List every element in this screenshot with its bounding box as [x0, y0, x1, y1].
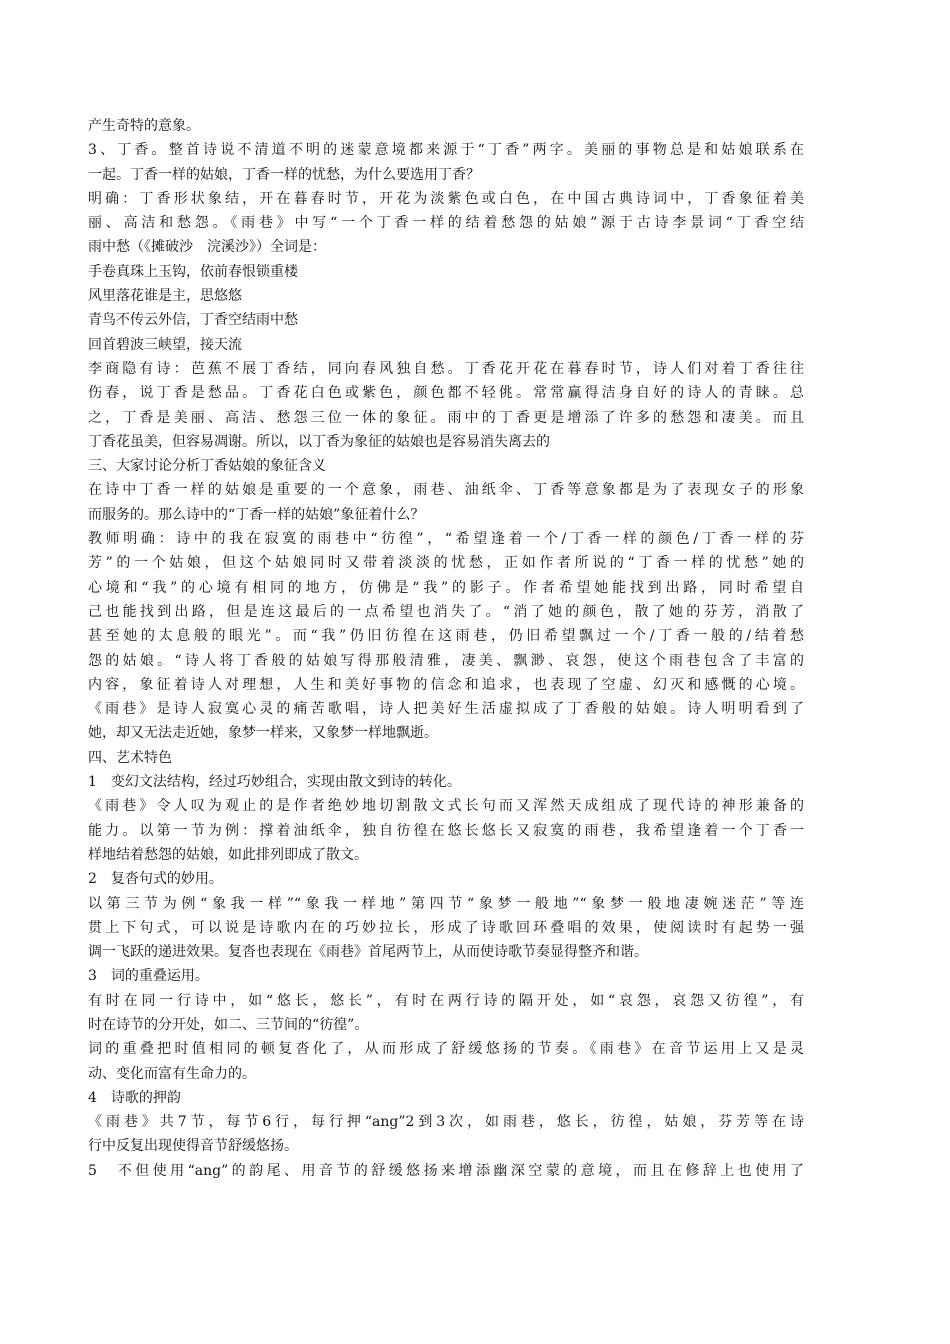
text-line: 动、变化而富有生命力的。: [88, 1065, 256, 1082]
text-line: 回首碧波三峡望，接天流: [88, 336, 242, 353]
text-line: 教师明确：诗中的我在寂寞的雨巷中“彷徨”，“希望逢着一个/丁香一样的颜色/丁香一样的芬: [88, 531, 804, 548]
text-line: 内容，象征着诗人对理想，人生和美好事物的信念和追求，也表现了空虚、幻灭和感慨的心境。: [88, 676, 804, 693]
text-line: 以第三节为例“象我一样”“象我一样地”第四节“象梦一般地”“象梦一般地凄婉迷茫”等连: [88, 895, 804, 912]
text-line: 李商隐有诗：芭蕉不展丁香结，同向春风独自愁。丁香花开花在暮春时节，诗人们对着丁香往往: [88, 360, 804, 377]
text-line: 芳”的一个姑娘，但这个姑娘同时又带着淡淡的忧愁，正如作者所说的“丁香一样的忧愁”她的: [88, 555, 804, 572]
text-line: 能力。以第一节为例：撑着油纸伞，独自彷徨在悠长悠长又寂寞的雨巷，我希望逢着一个丁香一: [88, 822, 804, 839]
text-line: 风里落花谁是主，思悠悠: [88, 288, 242, 305]
text-line: 4 诗歌的押韵: [88, 1089, 181, 1106]
text-line: 行中反复出现使得音节舒缓悠扬。: [88, 1138, 298, 1155]
text-line: 2 复沓句式的妙用。: [88, 871, 223, 888]
text-line: 伤春，说丁香是愁品。丁香花白色或紫色，颜色都不轻佻。常常赢得洁身自好的诗人的青睐。总: [88, 385, 804, 402]
text-line: 时在诗节的分开处，如二、三节间的“彷徨”。: [88, 1016, 369, 1033]
text-line: 明确：丁香形状象结，开在暮春时节，开花为淡紫色或白色，在中国古典诗词中，丁香象征着美: [88, 190, 804, 207]
text-line: 5 不但使用“ang”的韵尾、用音节的舒缓悠扬来增添幽深空蒙的意境，而且在修辞上也使用了: [88, 1162, 804, 1179]
text-line: 《雨巷》令人叹为观止的是作者绝妙地切割散文式长句而又浑然天成组成了现代诗的神形兼备的: [88, 798, 804, 815]
text-line: 3 词的重叠运用。: [88, 968, 209, 985]
text-line: 她，却又无法走近她，象梦一样来，又象梦一样地飘逝。: [88, 725, 438, 742]
text-line: 贯上下句式，可以说是诗歌内在的巧妙拉长，形成了诗歌回环叠唱的效果，使阅读时有起势一强: [88, 919, 804, 936]
text-line: 《雨巷》共7节，每节6行，每行押“ang”2到3次，如雨巷，悠长，彷徨，姑娘，芬芳等在诗: [88, 1114, 804, 1131]
text-line: 甚至她的太息般的眼光”。而“我”仍旧彷徨在这雨巷，仍旧希望飘过一个/丁香一般的/结着愁: [88, 628, 804, 645]
text-line: 《雨巷》是诗人寂寞心灵的痛苦歌唱，诗人把美好生活虚拟成了丁香般的姑娘。诗人明明看到了: [88, 701, 804, 718]
text-line: 己也能找到出路，但是连这最后的一点希望也消失了。“消了她的颜色，散了她的芬芳，消散了: [88, 603, 804, 620]
text-line: 手卷真珠上玉钩，依前春恨锁重楼: [88, 263, 298, 280]
text-line: 心境和“我”的心境有相同的地方，仿佛是“我”的影子。作者希望她能找到出路，同时希望自: [88, 579, 804, 596]
text-line: 三、大家讨论分析丁香姑娘的象征含义: [88, 458, 326, 475]
text-line: 怨的姑娘。“诗人将丁香般的姑娘写得那般清雅，凄美、飘渺、哀怨，使这个雨巷包含了丰富的: [88, 652, 804, 669]
text-line: 丽、高洁和愁怨。《雨巷》中写“一个丁香一样的结着愁怨的姑娘”源于古诗李景词“丁香空结: [88, 215, 804, 232]
text-line: 之，丁香是美丽、高洁、愁怨三位一体的象征。雨中的丁香更是增添了许多的愁怨和凄美。而且: [88, 409, 804, 426]
text-line: 1 变幻文法结构，经过巧妙组合，实现由散文到诗的转化。: [88, 774, 461, 791]
text-line: 3、丁香。整首诗说不清道不明的迷蒙意境都来源于“丁香”两字。美丽的事物总是和姑娘联系在: [88, 142, 804, 159]
text-line: 词的重叠把时值相同的顿复沓化了，从而形成了舒缓悠扬的节奏。《雨巷》在音节运用上又是灵: [88, 1041, 804, 1058]
text-line: 在诗中丁香一样的姑娘是重要的一个意象，雨巷、油纸伞、丁香等意象都是为了表现女子的形象: [88, 482, 804, 499]
text-line: 样地结着愁怨的姑娘，如此排列即成了散文。: [88, 846, 368, 863]
text-line: 产生奇特的意象。: [88, 118, 200, 134]
text-line: 四、艺术特色: [88, 749, 172, 766]
text-line: 调一飞跃的递进效果。复沓也表现在《雨巷》首尾两节上，从而使诗歌节奏显得整齐和谐。: [88, 944, 648, 961]
text-line: 一起。丁香一样的姑娘，丁香一样的忧愁，为什么要选用丁香？: [88, 166, 480, 183]
text-line: 丁香花虽美，但容易凋谢。所以，以丁香为象征的姑娘也是容易消失离去的: [88, 433, 550, 450]
text-line: 青鸟不传云外信，丁香空结雨中愁: [88, 312, 298, 329]
text-line: 有时在同一行诗中，如“悠长，悠长”，有时在两行诗的隔开处，如“哀怨，哀怨又彷徨”，有: [88, 992, 804, 1009]
text-line: 雨中愁（《摊破沙 浣溪沙》）全词是：: [88, 239, 326, 256]
text-line: 而服务的。那么诗中的“丁香一样的姑娘”象征着什么？: [88, 506, 425, 523]
document-body: [88, 114, 804, 1183]
